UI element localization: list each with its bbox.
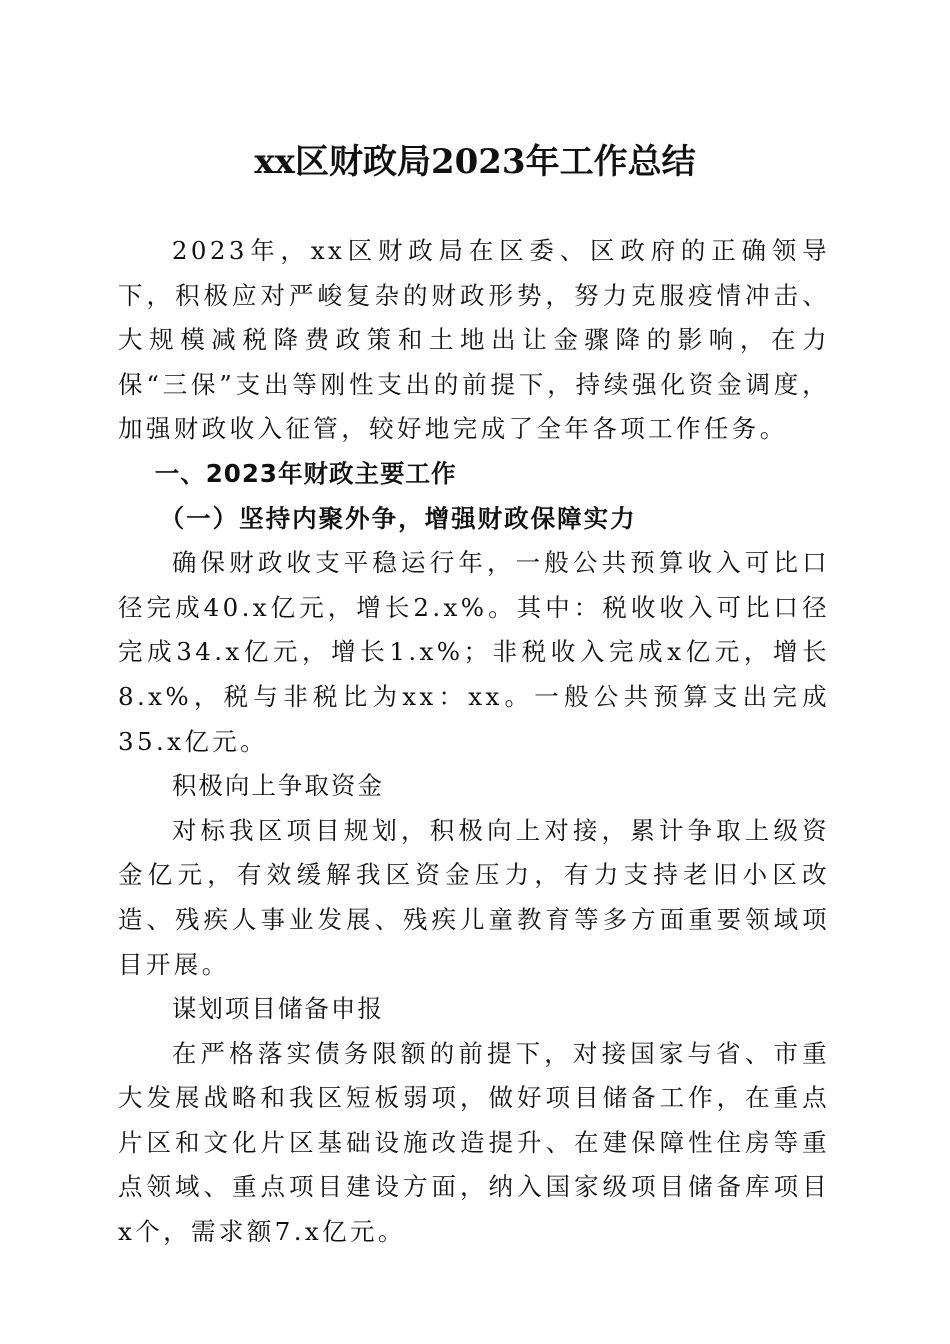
topic-heading-funding: 积极向上争取资金 — [171, 771, 384, 801]
funding-paragraph: 对标我区项目规划，积极向上对接，累计争取上级资金亿元，有效缓解我区资金压力，有力支持老旧小区改造、残疾人事业发展、残疾儿童教育等多方面重要领域项目开展。 — [118, 815, 830, 979]
document-body — [118, 229, 830, 1255]
section-heading: 一、2023年财政主要工作 — [154, 458, 457, 488]
page-title: xx区财政局2023年工作总结 — [254, 142, 696, 182]
budget-paragraph: 确保财政收支平稳运行年，一般公共预算收入可比口径完成40.x亿元，增长2.x%。其中：税收收入可比口径完成34.x亿元，增长1.x%；非税收入完成x亿元，增长8.x%，税与非税比为xx：xx。一般公共预算支出完成35.x亿元。 — [118, 548, 830, 756]
topic-heading-projects: 谋划项目储备申报 — [171, 994, 384, 1024]
subsection-heading: （一）坚持内聚外争，增强财政保障实力 — [159, 503, 637, 533]
projects-paragraph: 在严格落实债务限额的前提下，对接国家与省、市重大发展战略和我区短板弱项，做好项目储备工作，在重点片区和文化片区基础设施改造提升、在建保障性住房等重点领域、重点项目建设方面，纳入国家级项目储备库项目x个，需求额7.x亿元。 — [118, 1038, 830, 1247]
intro-paragraph: 2023年，xx区财政局在区委、区政府的正确领导下，积极应对严峻复杂的财政形势，努力克服疫情冲击、大规模减税降费政策和土地出让金骤降的影响，在力保“三保”支出等刚性支出的前提下，持续强化资金调度，加强财政收入征管，较好地完成了全年各项工作任务。 — [118, 236, 830, 444]
